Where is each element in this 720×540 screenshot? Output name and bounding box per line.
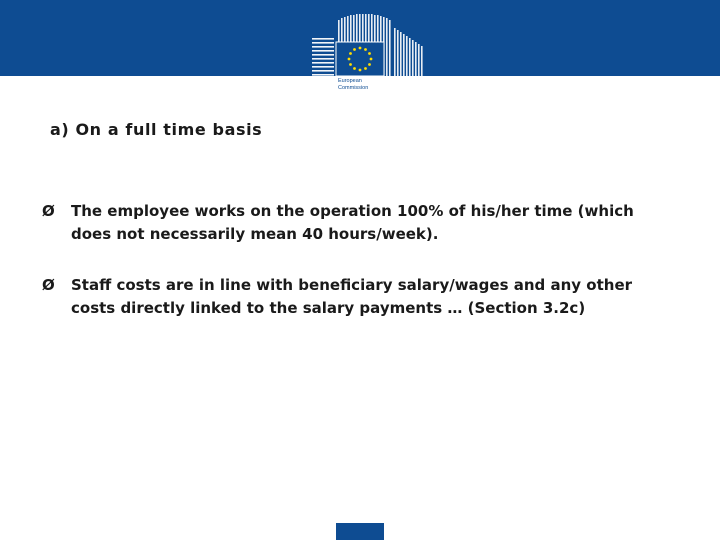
- logo-label-line1: European: [338, 78, 362, 84]
- slide-title: a) On a full time basis: [50, 120, 263, 139]
- bullet-item-1: [42, 200, 662, 246]
- bullet-list: [42, 200, 662, 348]
- footer-brand-square: [336, 523, 384, 540]
- bullet-item-2: [42, 274, 662, 320]
- arrow-bullet-icon: Ø: [42, 276, 55, 294]
- bullet-text-1: The employee works on the operation 100% of his/her time (which does not necessarily mean 40 hours/week).: [71, 202, 634, 243]
- logo-label: [338, 76, 384, 98]
- logo-label-line2: Commission: [338, 85, 369, 91]
- arrow-bullet-icon: Ø: [42, 202, 55, 220]
- bullet-text-2: Staff costs are in line with beneficiary salary/wages and any other costs directly linked to the salary payments … (Section 3.2c): [71, 276, 633, 317]
